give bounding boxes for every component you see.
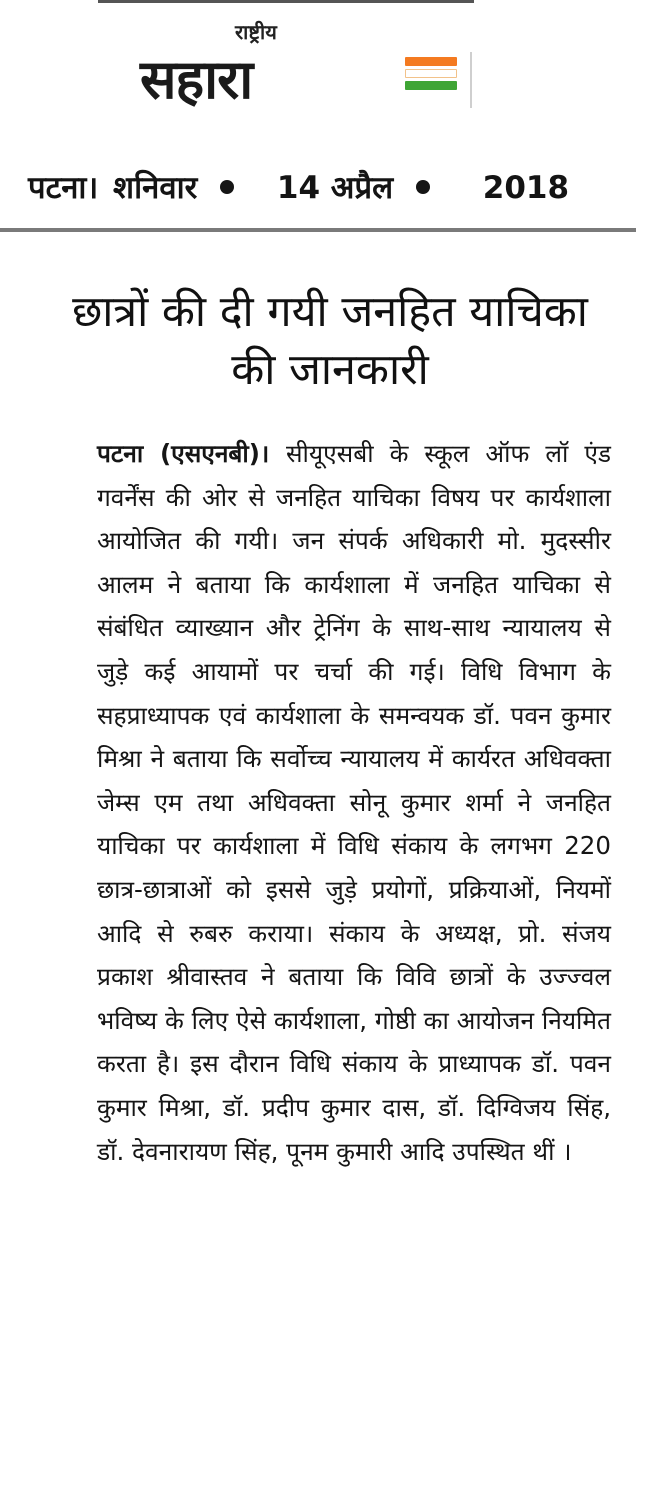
newspaper-masthead bbox=[140, 12, 480, 111]
dateline-city: पटना। bbox=[28, 170, 99, 206]
masthead-divider bbox=[470, 52, 472, 108]
masthead-small-title: राष्ट्रीय bbox=[235, 20, 277, 44]
dateline-year: 2018 bbox=[482, 170, 570, 206]
header-rule bbox=[0, 228, 636, 232]
article-text: सीयूएसबी के स्कूल ऑफ लॉ एंड गवर्नेंस की ओर से जनहित याचिका विषय पर कार्यशाला आयोजित की गयी। जन संपर्क अधिकारी मो. मुदस्सीर आलम ने बताया कि कार्यशाला में जनहित याचिका से संबंधित व्याख्यान और ट्रेनिंग के साथ-साथ न्यायालय से जुड़े कई आयामों पर चर्चा की गई। विधि विभाग के सहप्राध्यापक एवं कार्यशाला के समन्वयक डॉ. पवन कुमार मिश्रा ने बताया कि सर्वोच्च न्यायालय में कार्यरत अधिवक्ता जेम्स एम तथा अधिवक्ता सोनू कुमार शर्मा ने जनहित याचिका पर कार्यशाला में विधि संकाय के लगभग 220 छात्र-छात्राओं को इससे जुड़े प्रयोगों, प्रक्रियाओं, नियमों आदि से रुबरु कराया। संकाय के अध्यक्ष, प्रो. संजय प्रकाश श्रीवास्तव ने बताया कि विवि छात्रों के उज्ज्वल भविष्य के लिए ऐसे कार्यशाला, गोष्ठी का आयोजन नियमित करता है। इस दौरान विधि संकाय के प्राध्यापक डॉ. पवन कुमार मिश्रा, डॉ. प्रदीप कुमार दास, डॉ. दिग्विजय सिंह, डॉ. देवनारायण सिंह, पूनम कुमारी आदि उपस्थित थीं । bbox=[97, 439, 611, 1166]
tricolor-flag-icon bbox=[405, 57, 457, 87]
article-lead: पटना (एसएनबी)। bbox=[97, 439, 286, 468]
dateline-date: 14 अप्रैल bbox=[276, 170, 394, 206]
dateline-day: शनिवार bbox=[113, 170, 198, 206]
bullet-icon bbox=[416, 180, 430, 194]
top-rule bbox=[98, 0, 474, 3]
masthead-logo-title: सहारा bbox=[140, 48, 253, 111]
article-body bbox=[97, 432, 611, 1173]
bullet-icon bbox=[220, 180, 234, 194]
article-headline: छात्रों की दी गयी जनहित याचिका की जानकारी bbox=[72, 286, 588, 395]
dateline bbox=[28, 166, 638, 208]
